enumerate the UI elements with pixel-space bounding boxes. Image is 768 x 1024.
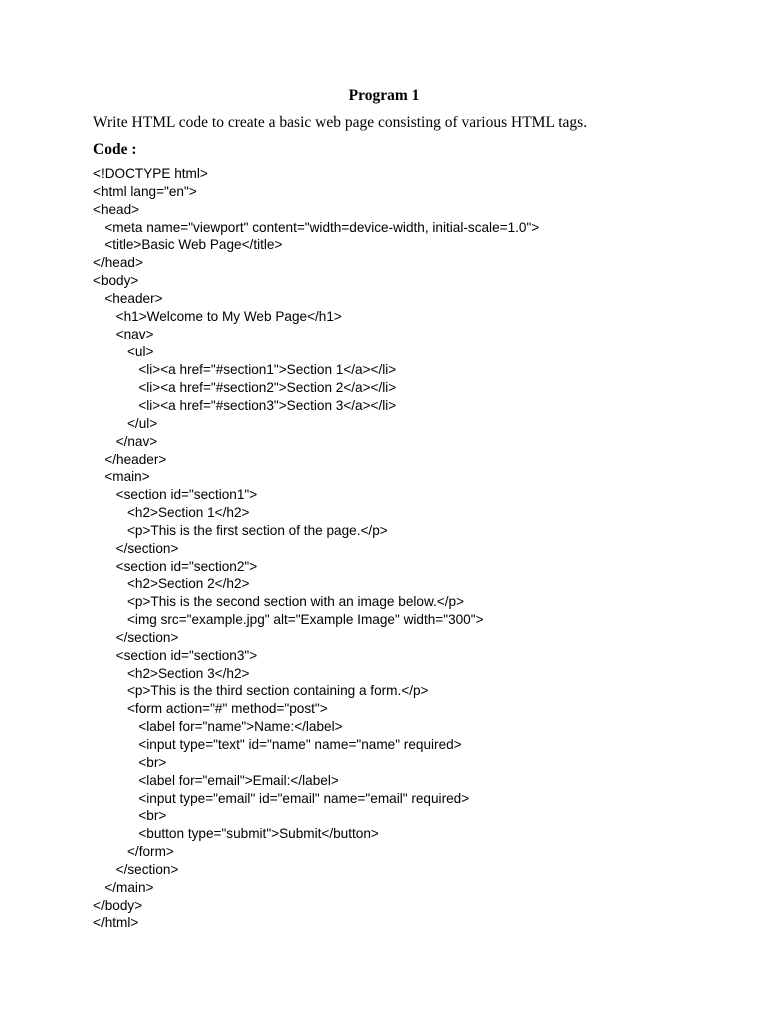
code-line: <p>This is the second section with an image below.</p> — [93, 594, 465, 610]
code-line: <!DOCTYPE html> — [93, 166, 208, 181]
code-line: <p>This is the third section containing a form.</p> — [93, 683, 429, 699]
code-heading: Code : — [93, 141, 137, 158]
code-line: </ul> — [93, 415, 158, 431]
code-line: <html lang="en"> — [93, 183, 197, 199]
code-line: <li><a href="#section3">Section 3</a></li> — [93, 397, 397, 413]
code-line: <input type="text" id="name" name="name" required> — [93, 737, 462, 752]
code-line: <label for="email">Email:</label> — [93, 772, 339, 788]
code-line: <header> — [93, 290, 163, 306]
code-line: <section id="section2"> — [93, 558, 258, 574]
code-line: <label for="name">Name:</label> — [93, 719, 343, 735]
code-line: <h2>Section 3</h2> — [93, 665, 250, 681]
code-line: <h2>Section 1</h2> — [93, 505, 250, 521]
code-line: <section id="section1"> — [93, 487, 258, 503]
code-line: <button type="submit">Submit</button> — [93, 826, 379, 842]
program-instruction: Write HTML code to create a basic web page consisting of various HTML tags. — [93, 114, 588, 131]
code-line: <meta name="viewport" content="width=device-width, initial-scale=1.0"> — [93, 219, 540, 235]
code-line: <img src="example.jpg" alt="Example Image" width="300"> — [93, 612, 484, 628]
code-line: <title>Basic Web Page</title> — [93, 237, 283, 253]
code-line: <li><a href="#section2">Section 2</a></li> — [93, 380, 397, 396]
program-title: Program 1 — [348, 87, 420, 104]
code-line: </head> — [93, 255, 143, 271]
code-line: </form> — [93, 844, 174, 860]
code-listing — [93, 165, 733, 932]
code-line: </body> — [93, 897, 143, 913]
code-line: <body> — [93, 273, 139, 289]
code-line: </section> — [93, 540, 179, 556]
code-line: <p>This is the first section of the page.</p> — [93, 522, 388, 538]
code-line: <input type="email" id="email" name="email" required> — [93, 790, 470, 806]
code-line: <li><a href="#section1">Section 1</a></li> — [93, 362, 397, 378]
code-line: <form action="#" method="post"> — [93, 701, 328, 717]
code-line: </section> — [93, 861, 179, 877]
code-line: <h2>Section 2</h2> — [93, 576, 250, 592]
code-line: <main> — [93, 469, 150, 485]
code-line: <h1>Welcome to My Web Page</h1> — [93, 308, 342, 324]
code-line: </header> — [93, 451, 167, 467]
code-line: </section> — [93, 629, 179, 645]
code-line: </nav> — [93, 433, 158, 449]
code-line: </main> — [93, 879, 154, 895]
code-line: </html> — [93, 915, 139, 931]
code-line: <head> — [93, 201, 140, 217]
code-line: <ul> — [93, 344, 154, 360]
code-line: <br> — [93, 808, 167, 824]
code-line: <section id="section3"> — [93, 647, 258, 663]
code-line: <nav> — [93, 326, 154, 342]
code-line: <br> — [93, 754, 167, 770]
